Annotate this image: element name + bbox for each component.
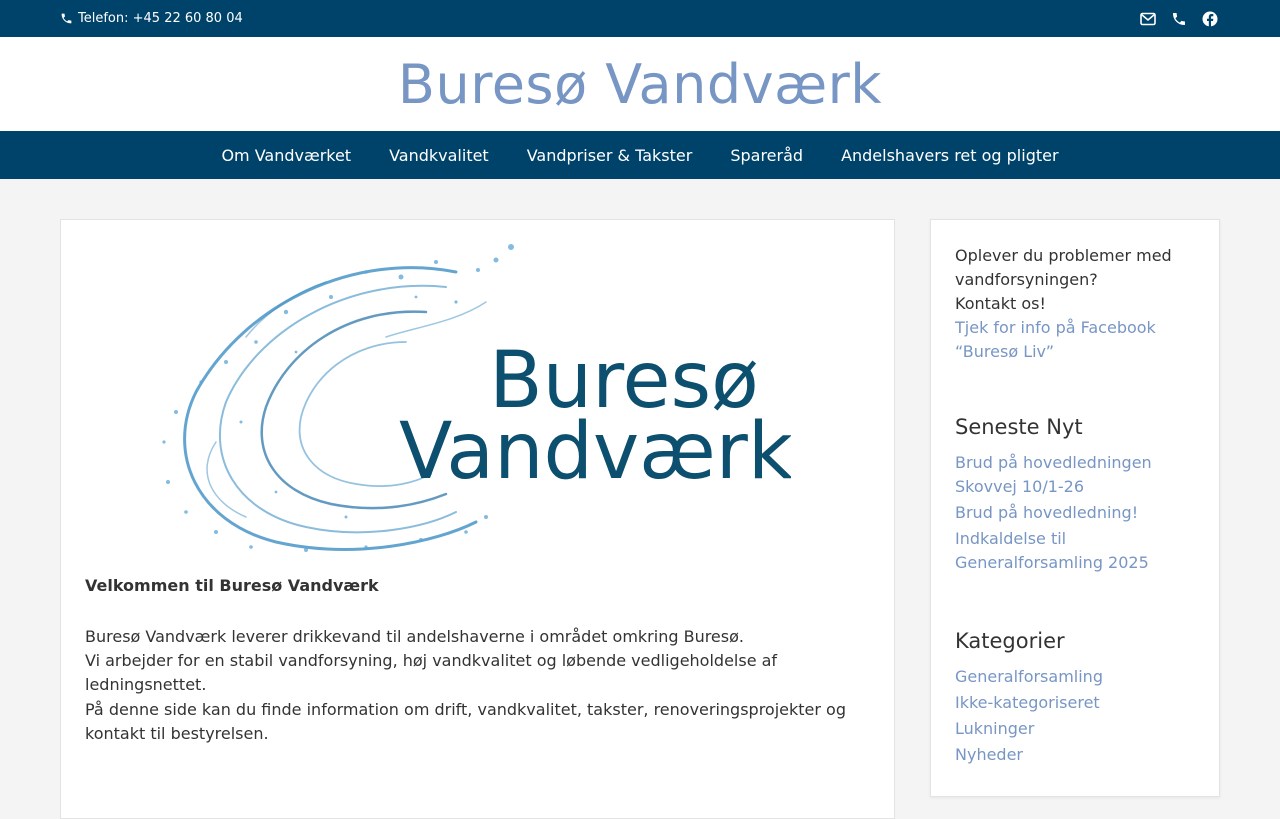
main-content: [60, 219, 895, 819]
logo-line2: Vandværk: [398, 407, 791, 497]
news-title: Seneste Nyt: [955, 415, 1083, 439]
phone-label: Telefon: +45 22 60 80 04: [78, 11, 243, 26]
logo-line1: Buresø: [489, 336, 759, 426]
facebook-icon[interactable]: [1202, 11, 1218, 27]
news-item[interactable]: Brud på hovedledningen Skovvej 10/1-26: [955, 453, 1152, 496]
contact-text: Oplever du problemer med vandforsyningen?: [955, 246, 1172, 289]
contact-widget: [955, 244, 1200, 364]
facebook-info-link[interactable]: Tjek for info på Facebook “Buresø Liv”: [955, 318, 1156, 361]
phone-icon: [60, 12, 73, 25]
news-item[interactable]: Indkaldelse til Generalforsamling 2025: [955, 529, 1149, 572]
social-links: [1140, 0, 1218, 37]
nav-item-vandkvalitet[interactable]: Vandkvalitet: [389, 145, 489, 165]
top-bar: [0, 0, 1280, 37]
news-item[interactable]: Brud på hovedledning!: [955, 503, 1139, 522]
nav-item-sparerad[interactable]: Spareråd: [730, 145, 804, 165]
nav-item-om-vandvaerket[interactable]: Om Vandværket: [221, 145, 352, 165]
category-item[interactable]: Generalforsamling: [955, 667, 1103, 686]
contact-cta: Kontakt os!: [955, 294, 1046, 313]
categories-widget: [955, 629, 1200, 767]
envelope-icon[interactable]: [1140, 12, 1156, 26]
site-header: [0, 37, 1280, 131]
category-item[interactable]: Ikke-kategoriseret: [955, 693, 1100, 712]
nav-item-vandpriser-takster[interactable]: Vandpriser & Takster: [526, 145, 693, 165]
phone-info[interactable]: [60, 0, 243, 37]
intro-line-1: Buresø Vandværk leverer drikkevand til andelshaverne i området omkring Buresø.: [85, 627, 744, 646]
categories-title: Kategorier: [955, 629, 1065, 653]
intro-line-2: Vi arbejder for en stabil vandforsyning, høj vandkvalitet og løbende vedligeholdelse af ledningsnettet.: [85, 651, 778, 694]
vandvaerk-logo: [156, 242, 791, 554]
welcome-heading: Velkommen til Buresø Vandværk: [85, 576, 379, 595]
news-widget: [955, 415, 1200, 577]
phone-icon[interactable]: [1171, 11, 1187, 27]
nav-item-andelshavers-ret[interactable]: Andelshavers ret og pligter: [841, 145, 1059, 165]
info-paragraph: På denne side kan du finde information om drift, vandkvalitet, takster, renoveringsprojekter og kontakt til bestyrelsen.: [85, 700, 846, 743]
intro-paragraph: [85, 625, 875, 697]
main-nav: [0, 131, 1280, 179]
category-item[interactable]: Nyheder: [955, 745, 1023, 764]
sidebar: [930, 219, 1220, 797]
category-item[interactable]: Lukninger: [955, 719, 1035, 738]
site-title[interactable]: Buresø Vandværk: [397, 52, 883, 116]
